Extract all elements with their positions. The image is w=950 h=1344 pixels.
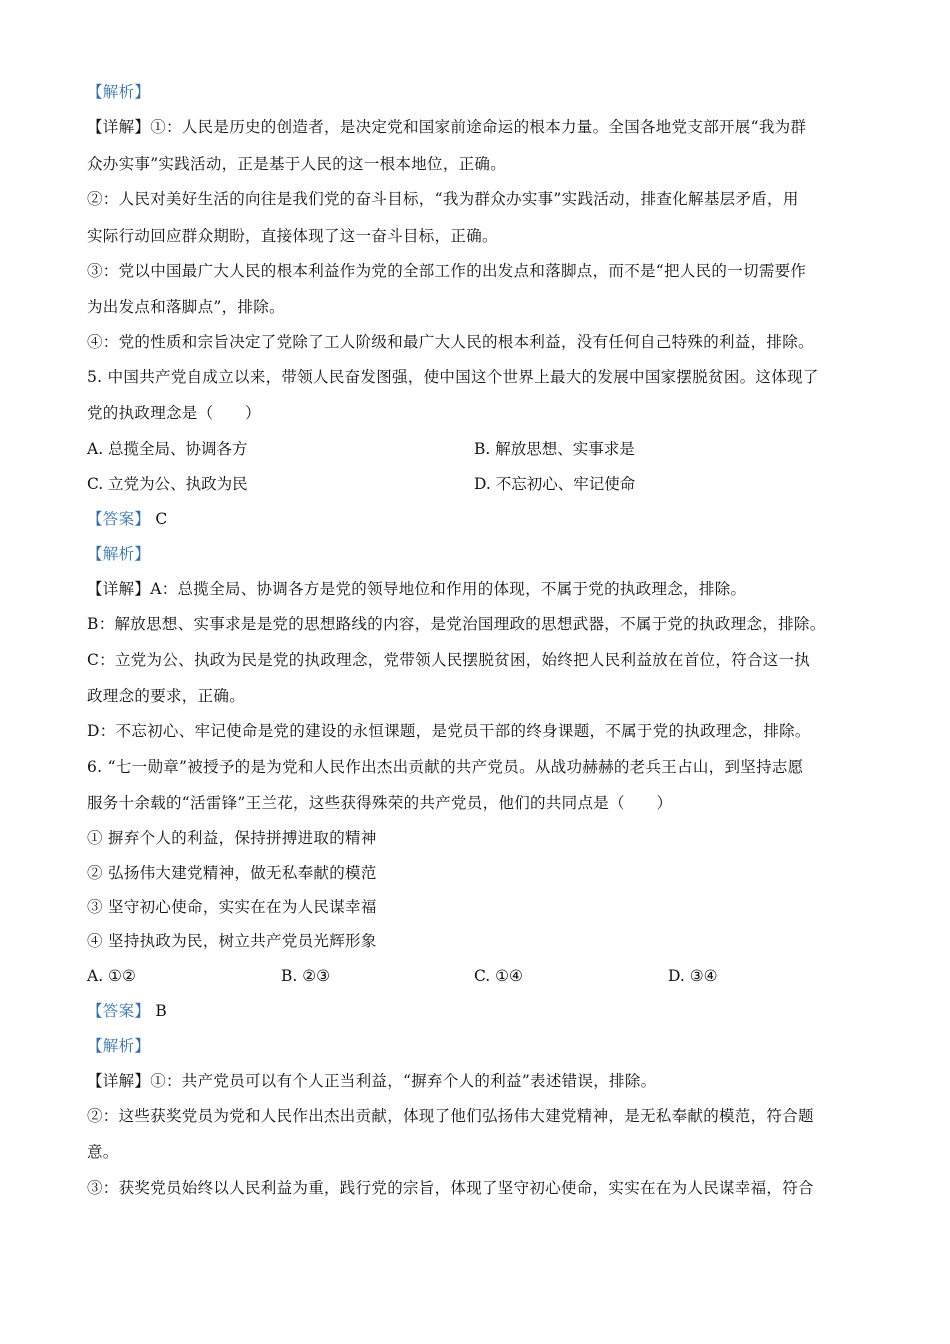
q6-answer: 【答案】 B bbox=[87, 1002, 168, 1020]
text-line: 实际行动回应群众期盼，直接体现了这一奋斗目标，正确。 bbox=[87, 227, 498, 245]
q5-detail: 【详解】A：总揽全局、协调各方是党的领导地位和作用的体现，不属于党的执政理念，排除。 bbox=[87, 580, 747, 598]
q6-statement-2: ② 弘扬伟大建党精神，做无私奉献的模范 bbox=[87, 864, 377, 882]
text-line: C：立党为公、执政为民是党的执政理念，党带领人民摆脱贫困，始终把人民利益放在首位，符合这一执 bbox=[87, 651, 811, 669]
q6-statement-4: ④ 坚持执政为民，树立共产党员光辉形象 bbox=[87, 932, 377, 950]
q5-option-b: B. 解放思想、实事求是 bbox=[474, 440, 635, 458]
text-line: 意。 bbox=[87, 1143, 119, 1161]
q6-option-d: D. ③④ bbox=[668, 967, 718, 985]
q5-option-a: A. 总揽全局、协调各方 bbox=[87, 440, 248, 458]
q6-analysis-tag: 【解析】 bbox=[87, 1037, 151, 1055]
text-line: ③：获奖党员始终以人民利益为重，践行党的宗旨，体现了坚守初心使命，实实在在为人民谋幸福，符合 bbox=[87, 1179, 814, 1197]
q5-option-d: D. 不忘初心、牢记使命 bbox=[474, 475, 636, 493]
question-5-stem-cont: 党的执政理念是（ ） bbox=[87, 404, 261, 422]
text-line: 政理念的要求，正确。 bbox=[87, 687, 246, 705]
q6-statement-1: ① 摒弃个人的利益，保持拼搏进取的精神 bbox=[87, 829, 377, 847]
text-line: 众办实事”实践活动，正是基于人民的这一根本地位，正确。 bbox=[87, 155, 507, 173]
question-6-stem-cont: 服务十余载的“活雷锋”王兰花，这些获得殊荣的共产党员，他们的共同点是（ ） bbox=[87, 794, 673, 812]
q6-detail: 【详解】①：共产党员可以有个人正当利益，“摒弃个人的利益”表述错误，排除。 bbox=[87, 1072, 657, 1090]
text-line: 为出发点和落脚点”，排除。 bbox=[87, 298, 285, 316]
q5-answer: 【答案】 C bbox=[87, 510, 168, 528]
question-6-stem: 6. “七一勋章”被授予的是为党和人民作出杰出贡献的共产党员。从战功赫赫的老兵王占山，到坚持志愿 bbox=[87, 758, 804, 776]
question-5-stem: 5. 中国共产党自成立以来，带领人民奋发图强，使中国这个世界上最大的发展中国家摆脱贫困。这体现了 bbox=[87, 368, 819, 386]
q6-option-a: A. ①② bbox=[87, 967, 136, 985]
q6-statement-3: ③ 坚守初心使命，实实在在为人民谋幸福 bbox=[87, 898, 377, 916]
q6-option-c: C. ①④ bbox=[474, 967, 523, 985]
text-line: D：不忘初心、牢记使命是党的建设的永恒课题，是党员干部的终身课题，不属于党的执政理念，排除。 bbox=[87, 722, 811, 740]
detail-line: 【详解】①：人民是历史的创造者，是决定党和国家前途命运的根本力量。全国各地党支部开展“我为群 bbox=[87, 118, 807, 136]
text-line: ③：党以中国最广大人民的根本利益作为党的全部工作的出发点和落脚点，而不是“把人民的一切需要作 bbox=[87, 262, 807, 280]
text-line: ②：人民对美好生活的向往是我们党的奋斗目标，“我为群众办实事”实践活动，排查化解基层矛盾，用 bbox=[87, 190, 799, 208]
analysis-tag: 【解析】 bbox=[87, 83, 151, 101]
text-line: ④：党的性质和宗旨决定了党除了工人阶级和最广大人民的根本利益，没有任何自己特殊的利益，排除。 bbox=[87, 333, 814, 351]
q5-analysis-tag: 【解析】 bbox=[87, 545, 151, 563]
q6-option-b: B. ②③ bbox=[281, 967, 331, 985]
q5-option-c: C. 立党为公、执政为民 bbox=[87, 475, 248, 493]
text-line: ②：这些获奖党员为党和人民作出杰出贡献，体现了他们弘扬伟大建党精神，是无私奉献的模范，符合题 bbox=[87, 1107, 814, 1125]
text-line: B：解放思想、实事求是是党的思想路线的内容，是党治国理政的思想武器，不属于党的执政理念，排除。 bbox=[87, 615, 826, 633]
